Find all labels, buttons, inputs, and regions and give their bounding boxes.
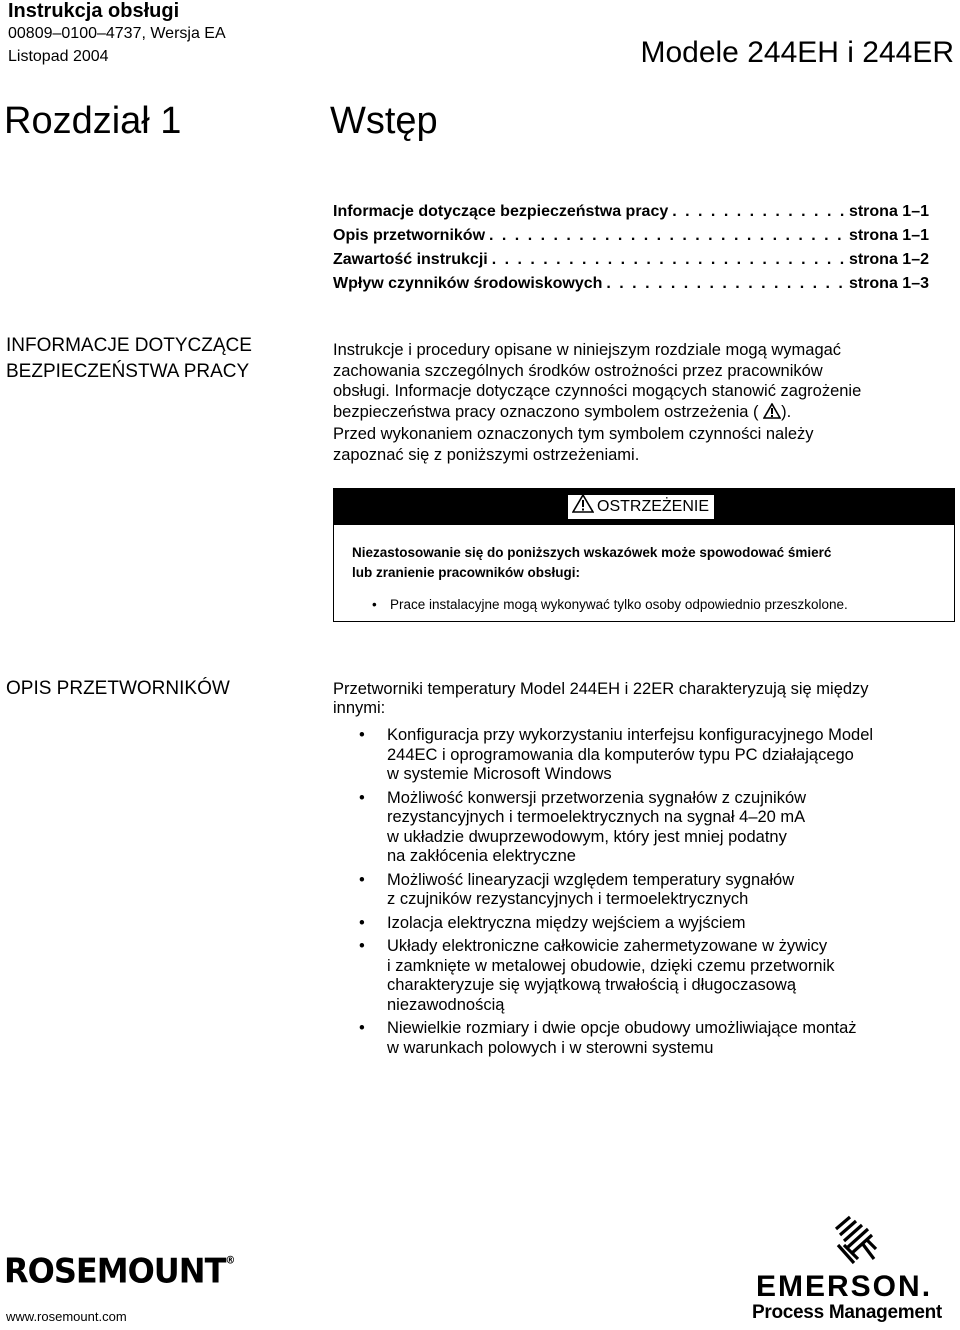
emerson-period: .	[921, 1270, 933, 1303]
toc-leader	[485, 224, 845, 248]
list-item-line: niezawodnością	[387, 995, 505, 1014]
list-item-line: Konfiguracja przy wykorzystaniu interfejsu konfiguracyjnego Model	[387, 726, 874, 744]
toc-entry[interactable]	[333, 224, 929, 248]
toc-page: strona 1–1	[848, 203, 929, 220]
rosemount-wordmark: ROSEMOUNT	[4, 1251, 226, 1291]
warning-body	[334, 525, 954, 612]
warning-bullet-text: Prace instalacyjne mogą wykonywać tylko osoby odpowiednio przeszkolone.	[390, 597, 848, 612]
toc-title: Opis przetworników	[333, 227, 486, 244]
safety-heading-line: INFORMACJE DOTYCZĄCE	[6, 335, 252, 356]
list-item	[333, 914, 953, 934]
feature-list	[333, 726, 953, 1062]
bullet-glyph: •	[359, 1019, 365, 1037]
list-item	[333, 1019, 953, 1058]
list-item-line: rezystancyjnych i termoelektrycznych na sygnał 4–20 mA	[387, 808, 806, 826]
registered-mark: ®	[225, 1255, 235, 1267]
list-item-line: Izolacja elektryczna między wejściem a wyjściem	[387, 913, 746, 932]
toc-leader	[602, 272, 845, 296]
description-heading: OPIS PRZETWORNIKÓW	[6, 678, 230, 699]
list-item-line: w układzie dwuprzewodowym, który jest mniej podatny	[387, 827, 787, 846]
doc-date: Listopad 2004	[8, 48, 109, 65]
warning-lead-line: lub zranienie pracowników obsługi:	[352, 565, 581, 580]
paragraph-line: innymi:	[333, 699, 386, 717]
warning-header-bar	[334, 489, 954, 525]
description-intro	[333, 680, 953, 718]
model-title: Modele 244EH i 244ER	[640, 36, 954, 69]
bullet-glyph: •	[359, 913, 365, 932]
toc-title: Wpływ czynników środowiskowych	[333, 275, 603, 292]
list-item	[333, 789, 953, 867]
bullet-glyph: •	[372, 597, 377, 612]
list-item	[333, 726, 953, 785]
toc-title: Informacje dotyczące bezpieczeństwa pracy	[333, 203, 669, 220]
list-item-line: charakteryzuje się wyjątkową trwałością i długoczasową	[387, 976, 797, 994]
paragraph-text: ).	[781, 402, 792, 421]
doc-title: Instrukcja obsługi	[8, 0, 180, 22]
list-item-line: Układy elektroniczne całkowicie zahermetyzowane w żywicy	[387, 937, 828, 955]
paragraph-line: Przetworniki temperatury Model 244EH i 22ER charakteryzują się między	[333, 680, 869, 698]
list-item-line: w systemie Microsoft Windows	[387, 765, 612, 783]
safety-heading-line: BEZPIECZEŃSTWA PRACY	[6, 361, 250, 382]
bullet-glyph: •	[359, 788, 365, 807]
paragraph-line: obsługi. Informacje dotyczące czynności mogących stanowić zagrożenie	[333, 382, 862, 400]
warning-label-text: OSTRZEŻENIE	[597, 498, 710, 515]
website-link[interactable]: www.rosemount.com	[6, 1309, 127, 1324]
toc-entry[interactable]	[333, 248, 929, 272]
bullet-glyph: •	[359, 726, 365, 744]
emerson-logo	[756, 1270, 932, 1304]
paragraph-line: Instrukcje i procedury opisane w niniejszym rozdziale mogą wymagać	[333, 341, 842, 359]
paragraph-line	[333, 402, 943, 425]
paragraph-text: bezpieczeństwa pracy oznaczono symbolem ostrzeżenia (	[333, 402, 759, 421]
chapter-label: Rozdział 1	[4, 100, 182, 142]
safety-heading	[6, 333, 252, 385]
warning-triangle-icon	[763, 403, 781, 425]
list-item-line: z czujników rezystancyjnych i termoelektrycznych	[387, 890, 749, 908]
table-of-contents	[333, 200, 929, 296]
list-item-line: i zamknięte w metalowej obudowie, dzięki czemu przetwornik	[387, 956, 835, 975]
rosemount-logo	[4, 1251, 234, 1291]
list-item-line: Niewielkie rozmiary i dwie opcje obudowy umożliwiające montaż	[387, 1019, 857, 1037]
list-item	[333, 937, 953, 1015]
list-item	[333, 871, 953, 910]
list-item-line: Możliwość konwersji przetworzenia sygnałów z czujników	[387, 788, 807, 807]
list-item-line: w warunkach polowych i w sterowni systemu	[387, 1038, 714, 1057]
process-management-text: Process Management	[752, 1302, 942, 1323]
emerson-wordmark: EMERSON	[756, 1270, 922, 1303]
warning-bullet	[352, 597, 954, 612]
warning-label	[568, 495, 714, 519]
bullet-glyph: •	[359, 870, 365, 889]
toc-title: Zawartość instrukcji	[333, 251, 488, 268]
toc-entry[interactable]	[333, 200, 929, 224]
doc-number: 00809–0100–4737, Wersja EA	[8, 25, 226, 42]
warning-box	[333, 488, 955, 622]
bullet-glyph: •	[359, 937, 365, 955]
list-item-line: na zakłócenia elektryczne	[387, 847, 576, 865]
emerson-mark-icon	[832, 1215, 878, 1272]
warning-triangle-icon	[572, 494, 594, 521]
safety-paragraph	[333, 340, 943, 465]
list-item-line: Możliwość linearyzacji względem temperatury sygnałów	[387, 870, 795, 889]
toc-leader	[668, 200, 845, 224]
chapter-name: Wstęp	[330, 100, 438, 142]
toc-entry[interactable]	[333, 272, 929, 296]
toc-page: strona 1–3	[848, 275, 929, 292]
toc-leader	[488, 248, 845, 272]
paragraph-line: zapoznać się z poniższymi ostrzeżeniami.	[333, 445, 640, 464]
paragraph-line: zachowania szczególnych środków ostrożności przez pracowników	[333, 361, 823, 380]
toc-page: strona 1–2	[848, 251, 929, 268]
paragraph-line: Przed wykonaniem oznaczonych tym symbolem czynności należy	[333, 425, 814, 443]
list-item-line: 244EC i oprogramowania dla komputerów typu PC działającego	[387, 745, 854, 764]
warning-lead-line: Niezastosowanie się do poniższych wskazówek może spowodować śmierć	[352, 545, 832, 560]
warning-lead	[352, 543, 912, 583]
toc-page: strona 1–1	[848, 227, 929, 244]
